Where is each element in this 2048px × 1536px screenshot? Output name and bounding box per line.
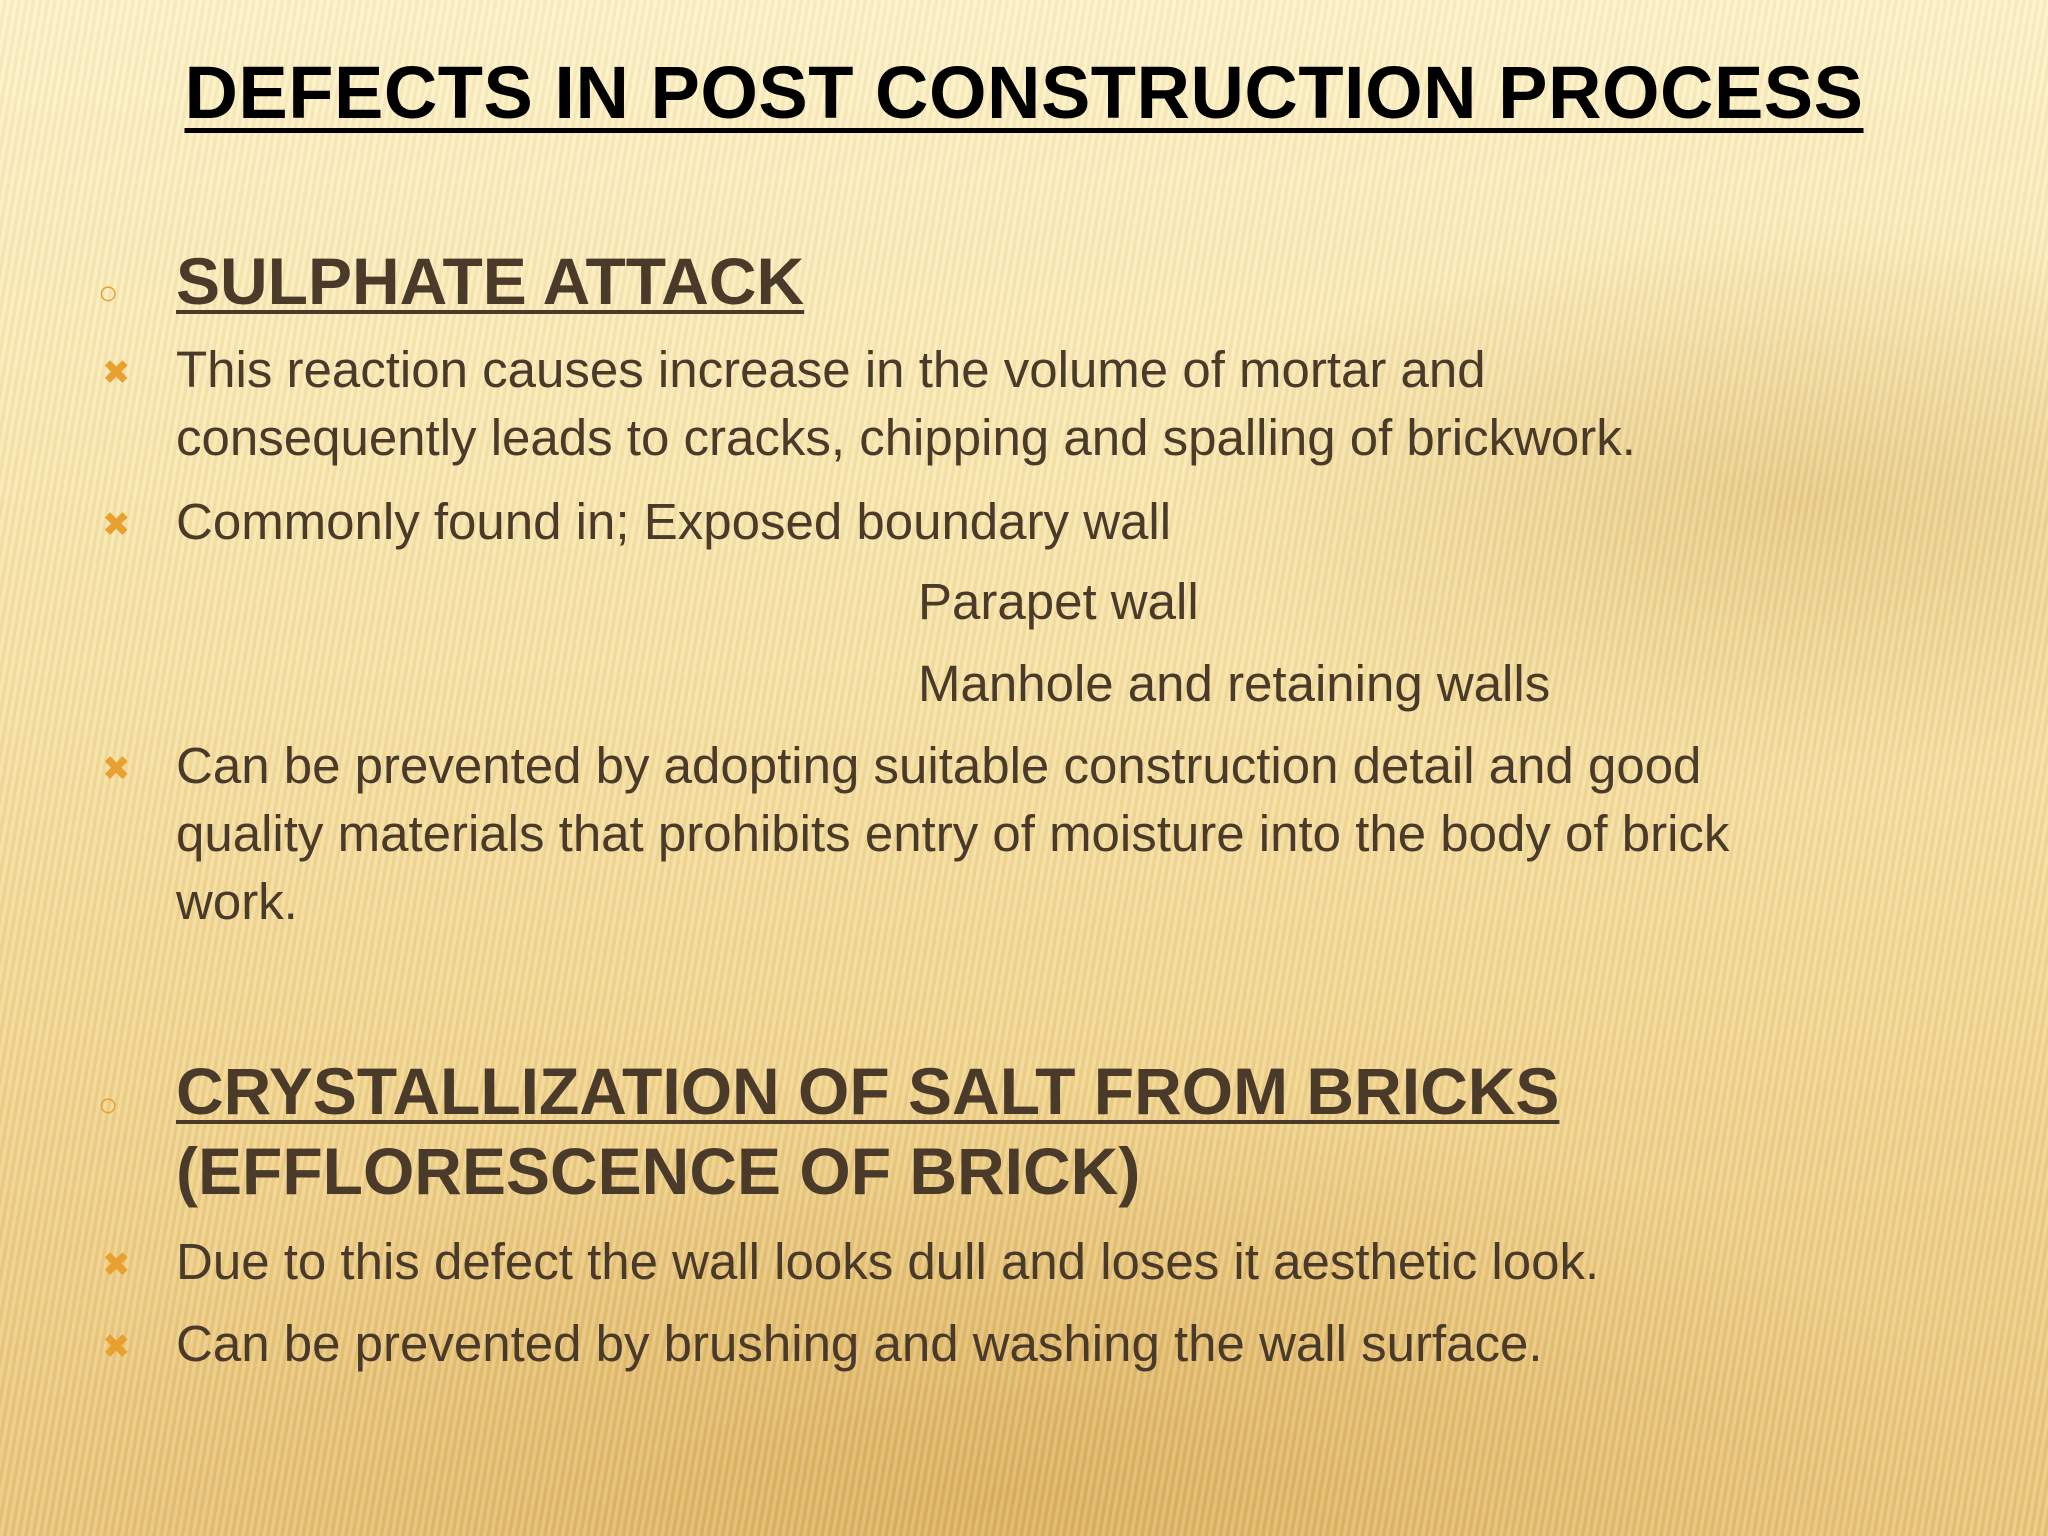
- section-heading-sulphate: SULPHATE ATTACK: [176, 244, 805, 318]
- x-mark-icon: ✖: [102, 1328, 131, 1366]
- section-heading-crystallization-sub: (EFFLORESCENCE OF BRICK): [176, 1134, 1141, 1208]
- bullet-text: Commonly found in; Exposed boundary wall: [176, 493, 1172, 550]
- bullet-text: work.: [176, 873, 298, 930]
- x-mark-icon: ✖: [102, 750, 131, 788]
- slide-title: DEFECTS IN POST CONSTRUCTION PROCESS: [184, 51, 1864, 134]
- bullet-text: Manhole and retaining walls: [918, 655, 1551, 712]
- bullet-text: Due to this defect the wall looks dull and loses it aesthetic look.: [176, 1233, 1600, 1290]
- x-mark-icon: ✖: [102, 1246, 131, 1284]
- x-mark-icon: ✖: [102, 506, 131, 544]
- section-heading-crystallization: CRYSTALLIZATION OF SALT FROM BRICKS: [176, 1054, 1560, 1128]
- hollow-circle-icon: ○: [98, 274, 119, 312]
- bullet-text: Can be prevented by brushing and washing the wall surface.: [176, 1315, 1543, 1372]
- hollow-circle-icon: ○: [98, 1086, 119, 1124]
- bullet-text: consequently leads to cracks, chipping and spalling of brickwork.: [176, 409, 1636, 466]
- x-mark-icon: ✖: [102, 354, 131, 392]
- bullet-text: Can be prevented by adopting suitable construction detail and good: [176, 737, 1702, 794]
- bullet-text: Parapet wall: [918, 573, 1199, 630]
- bullet-text: This reaction causes increase in the volume of mortar and: [176, 341, 1486, 398]
- bullet-text: quality materials that prohibits entry of moisture into the body of brick: [176, 805, 1730, 862]
